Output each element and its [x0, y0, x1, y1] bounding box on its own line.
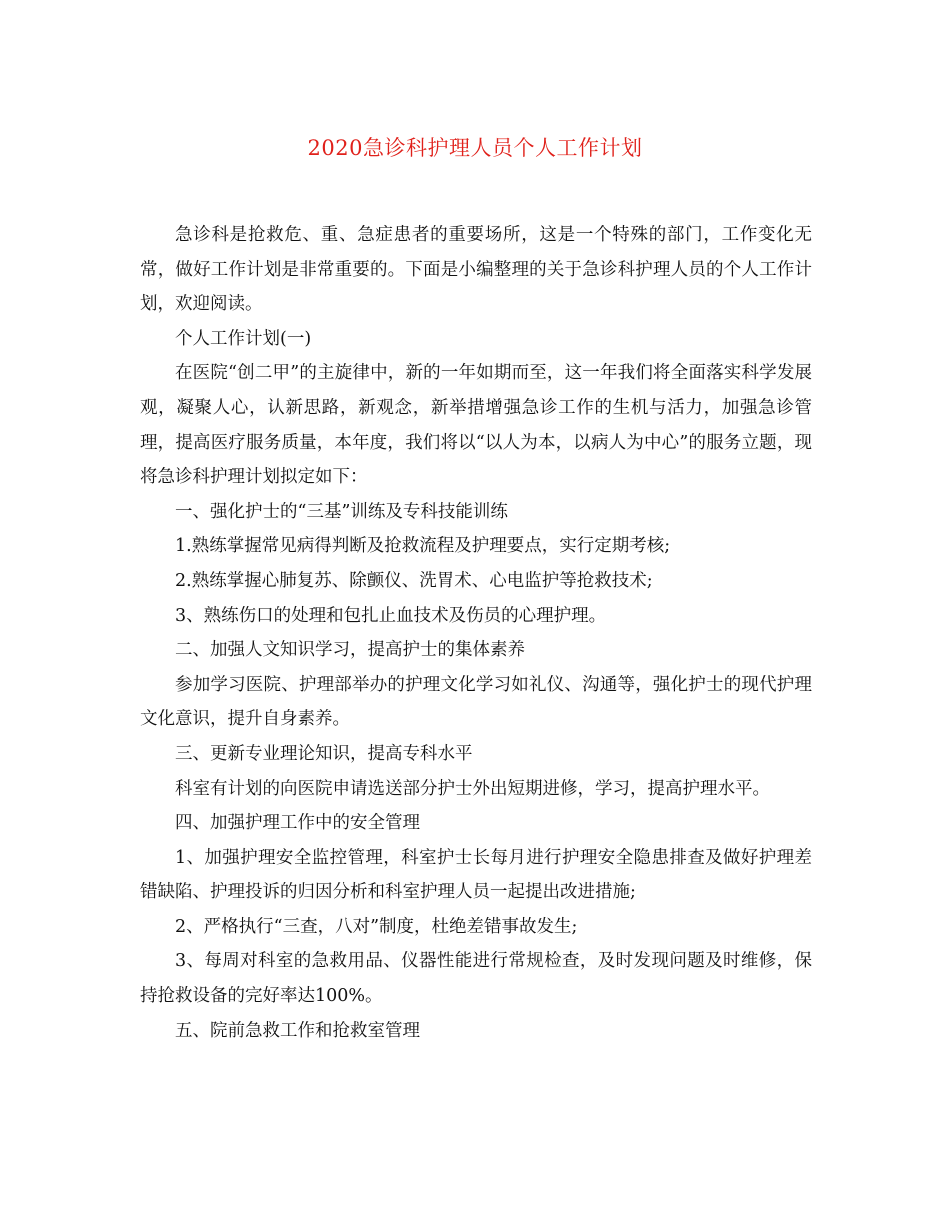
document-body	[140, 218, 812, 1048]
list-item-1-3: 3、熟练伤口的处理和包扎止血技术及伤员的心理护理。	[175, 605, 607, 626]
list-item-1-2: 2.熟练掌握心肺复苏、除颤仪、洗胃术、心电监护等抢救技术;	[175, 570, 653, 591]
section-heading-5: 五、院前急救工作和抢救室管理	[175, 1020, 420, 1041]
section-heading-3: 三、更新专业理论知识，提高专科水平	[175, 743, 473, 764]
paragraph-overview: 在医院“创二甲”的主旋律中，新的一年如期而至，这一年我们将全面落实科学发展观，凝聚人心，认新思路，新观念，新举措增强急诊工作的生机与活力，加强急诊管理，提高医疗服务质量，本年度，我们将以“以人为本，以病人为中心”的服务立题，现将急诊科护理计划拟定如下：	[140, 363, 812, 488]
list-item-1-1: 1.熟练掌握常见病得判断及抢救流程及护理要点，实行定期考核;	[175, 536, 671, 557]
section-heading-plan-1: 个人工作计划(一)	[175, 328, 312, 349]
paragraph-section-2: 参加学习医院、护理部举办的护理文化学习如礼仪、沟通等，强化护士的现代护理文化意识，提升自身素养。	[140, 674, 812, 730]
document-title: 2020急诊科护理人员个人工作计划	[307, 136, 643, 160]
section-heading-1: 一、强化护士的“三基”训练及专科技能训练	[175, 501, 508, 522]
list-item-4-1: 1、加强护理安全监控管理，科室护士长每月进行护理安全隐患排查及做好护理差错缺陷、护理投诉的归因分析和科室护理人员一起提出改进措施;	[140, 847, 812, 903]
section-heading-4: 四、加强护理工作中的安全管理	[175, 813, 420, 834]
paragraph-intro: 急诊科是抢救危、重、急症患者的重要场所，这是一个特殊的部门，工作变化无常，做好工作计划是非常重要的。下面是小编整理的关于急诊科护理人员的个人工作计划，欢迎阅读。	[140, 225, 812, 315]
list-item-4-2: 2、严格执行“三查，八对”制度，杜绝差错事故发生;	[175, 916, 578, 937]
paragraph-section-3: 科室有计划的向医院申请选送部分护士外出短期进修，学习，提高护理水平。	[175, 778, 770, 799]
list-item-4-3: 3、每周对科室的急救用品、仪器性能进行常规检查，及时发现问题及时维修，保持抢救设备的完好率达100%。	[140, 951, 812, 1007]
section-heading-2: 二、加强人文知识学习，提高护士的集体素养	[175, 640, 525, 661]
